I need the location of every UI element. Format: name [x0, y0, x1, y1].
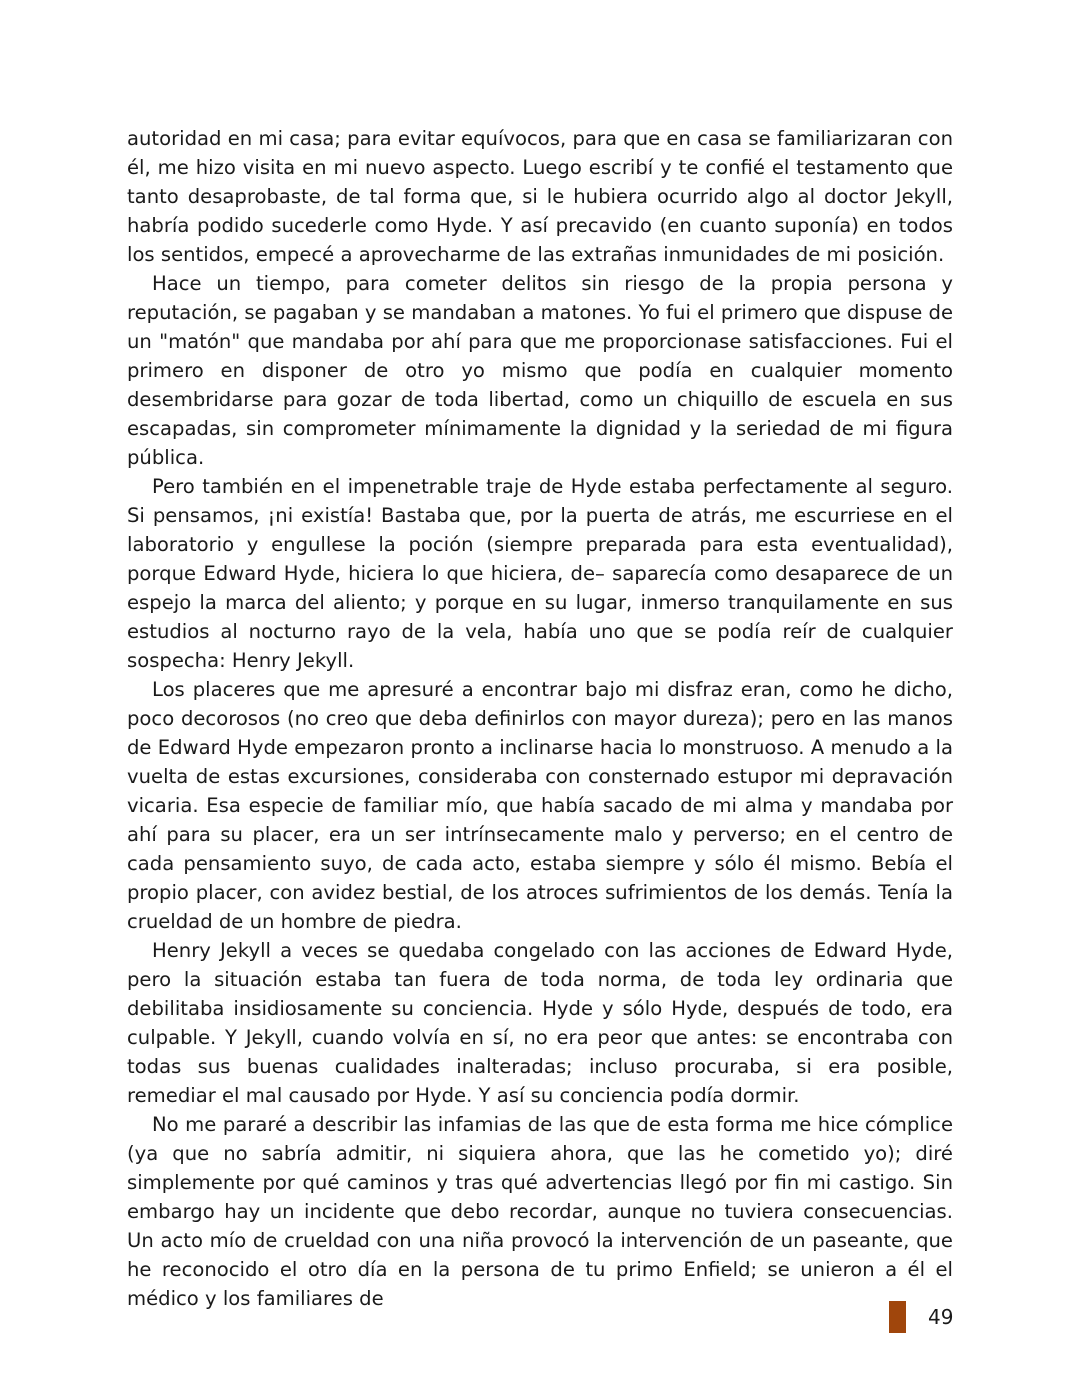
page-marker-bar: [889, 1301, 906, 1333]
page-number: 49: [928, 1305, 954, 1329]
paragraph-1: autoridad en mi casa; para evitar equívocos, para que en casa se familiarizaran con él, me hizo visita en mi nuevo aspecto. Luego escribí y te confié el testamento que tanto desaprobaste, de tal forma que, si le hubiera ocurrido algo al doctor Jekyll, habría podido sucederle como Hyde. Y así precavido (en cuanto suponía) en todos los sentidos, empecé a aprovecharme de las extrañas inmunidades de mi posición.: [127, 127, 953, 266]
body-text: [127, 124, 953, 1313]
paragraph-2: Hace un tiempo, para cometer delitos sin riesgo de la propia persona y reputación, se pagaban y se mandaban a matones. Yo fui el primero que dispuse de un "matón" que mandaba por ahí para que me proporcionase satisfacciones. Fui el primero en disponer de otro yo mismo que podía en cualquier momento desembridarse para gozar de toda libertad, como un chiquillo de escuela en sus escapadas, sin comprometer mínimamente la dignidad y la seriedad de mi figura pública.: [127, 272, 953, 469]
paragraph-3: Pero también en el impenetrable traje de Hyde estaba perfectamente al seguro. Si pensamos, ¡ni existía! Bastaba que, por la puerta de atrás, me escurriese en el laboratorio y engullese la poción (siempre preparada para esta eventualidad), porque Edward Hyde, hiciera lo que hiciera, de– saparecía como desaparece de un espejo la marca del aliento; y porque en su lugar, inmerso tranquilamente en sus estudios al nocturno rayo de la vela, había uno que se podía reír de cualquier sospecha: Henry Jekyll.: [127, 475, 953, 672]
paragraph-4: Los placeres que me apresuré a encontrar bajo mi disfraz eran, como he dicho, poco decorosos (no creo que deba definirlos con mayor dureza); pero en las manos de Edward Hyde empezaron pronto a inclinarse hacia lo monstruoso. A menudo a la vuelta de estas excursiones, consideraba con consternado estupor mi depravación vicaria. Esa especie de familiar mío, que había sacado de mi alma y mandaba por ahí para su placer, era un ser intrínsecamente malo y perverso; en el centro de cada pensamiento suyo, de cada acto, estaba siempre y sólo él mismo. Bebía el propio placer, con avidez bestial, de los atroces sufrimientos de los demás. Tenía la crueldad de un hombre de piedra.: [127, 678, 953, 933]
paragraph-5: Henry Jekyll a veces se quedaba congelado con las acciones de Edward Hyde, pero la situación estaba tan fuera de toda norma, de toda ley ordinaria que debilitaba insidiosamente su conciencia. Hyde y sólo Hyde, después de todo, era culpable. Y Jekyll, cuando volvía en sí, no era peor que antes: se encontraba con todas sus buenas cualidades inalteradas; incluso procuraba, si era posible, remediar el mal causado por Hyde. Y así su conciencia podía dormir.: [127, 939, 953, 1107]
paragraph-6: No me pararé a describir las infamias de las que de esta forma me hice cómplice (ya que no sabría admitir, ni siquiera ahora, que las he cometido yo); diré simplemente por qué caminos y tras qué advertencias llegó por fin mi castigo. Sin embargo hay un incidente que debo recordar, aunque no tuviera consecuencias. Un acto mío de crueldad con una niña provocó la intervención de un paseante, que he reconocido el otro día en la persona de tu primo Enfield; se unieron a él el médico y los familiares de: [127, 1113, 953, 1310]
